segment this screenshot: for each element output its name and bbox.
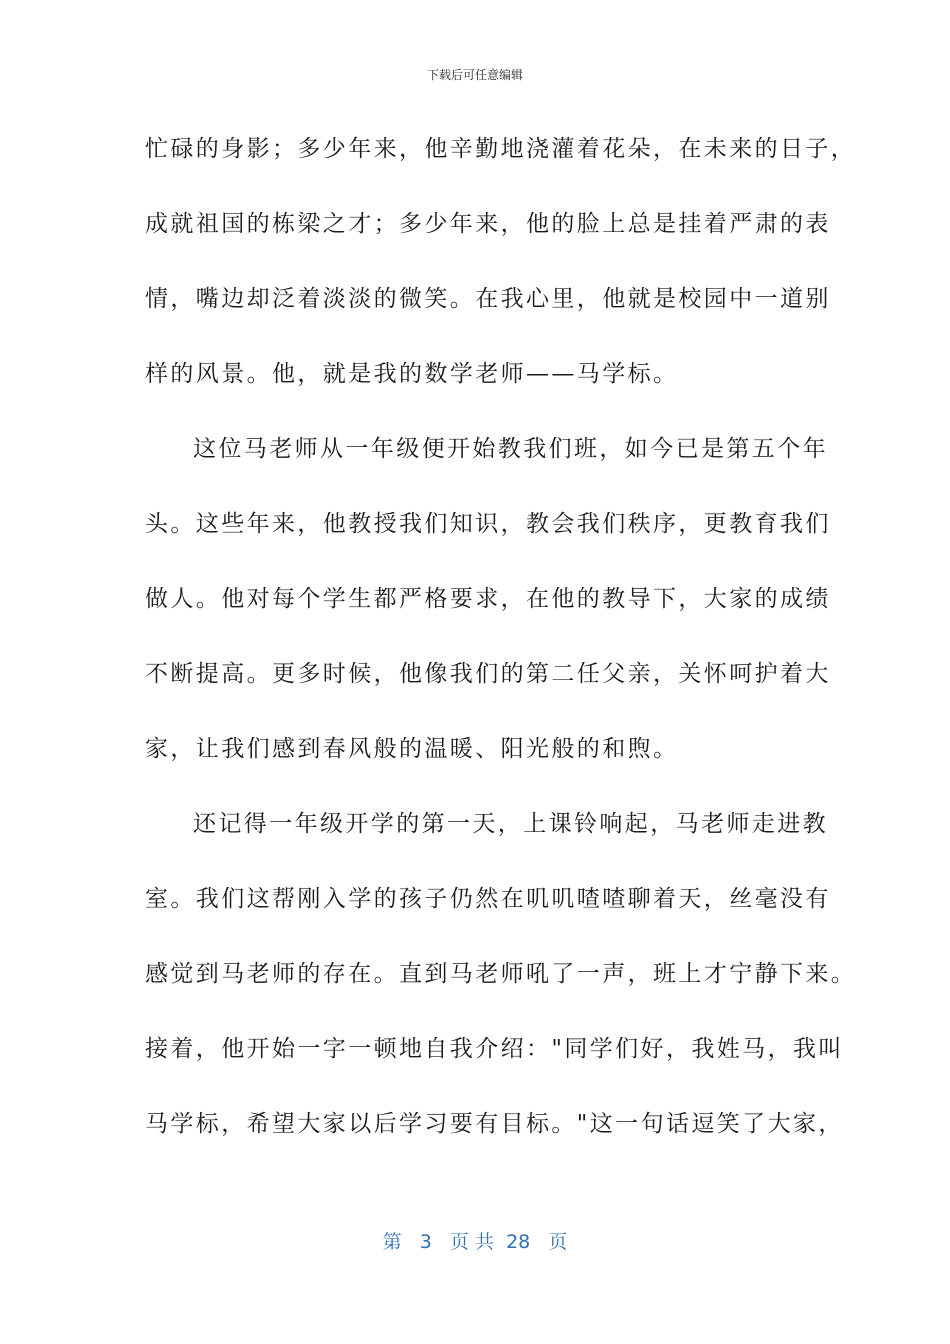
paragraph-first-line: 这位马老师从一年级便开始教我们班，如今已是第五个年	[193, 436, 828, 462]
page-number: 3	[419, 1231, 432, 1253]
text-line: 情，嘴边却泛着淡淡的微笑。在我心里，他就是校园中一道别	[145, 286, 831, 312]
text-line: 接着，他开始一字一顿地自我介绍："同学们好，我姓马，我叫	[145, 1036, 844, 1062]
page-header: 下载后可任意编辑	[426, 68, 523, 82]
page-total: 28	[506, 1231, 531, 1253]
document-body	[145, 112, 857, 1162]
text-line: 忙碌的身影；多少年来，他辛勤地浇灌着花朵，在未来的日子，	[145, 136, 857, 162]
footer-prefix: 第	[382, 1231, 402, 1253]
text-line: 不断提高。更多时候，他像我们的第二任父亲，关怀呵护着大	[145, 661, 831, 687]
text-line: 马学标，希望大家以后学习要有目标。"这一句话逗笑了大家，	[145, 1111, 844, 1137]
footer-suffix: 页	[548, 1231, 568, 1253]
text-line: 样的风景。他，就是我的数学老师——马学标。	[145, 361, 679, 387]
page-footer	[0, 1227, 950, 1254]
text-line: 室。我们这帮刚入学的孩子仍然在叽叽喳喳聊着天，丝毫没有	[145, 886, 831, 912]
footer-middle: 页 共	[449, 1231, 494, 1253]
text-line: 做人。他对每个学生都严格要求，在他的教导下，大家的成绩	[145, 586, 831, 612]
text-line: 成就祖国的栋梁之才；多少年来，他的脸上总是挂着严肃的表	[145, 211, 831, 237]
paragraph-first-line: 还记得一年级开学的第一天，上课铃响起，马老师走进教	[193, 811, 828, 837]
text-line: 感觉到马老师的存在。直到马老师吼了一声，班上才宁静下来。	[145, 961, 857, 987]
text-line: 头。这些年来，他教授我们知识，教会我们秩序，更教育我们	[145, 511, 831, 537]
text-line: 家，让我们感到春风般的温暖、阳光般的和煦。	[145, 736, 679, 762]
